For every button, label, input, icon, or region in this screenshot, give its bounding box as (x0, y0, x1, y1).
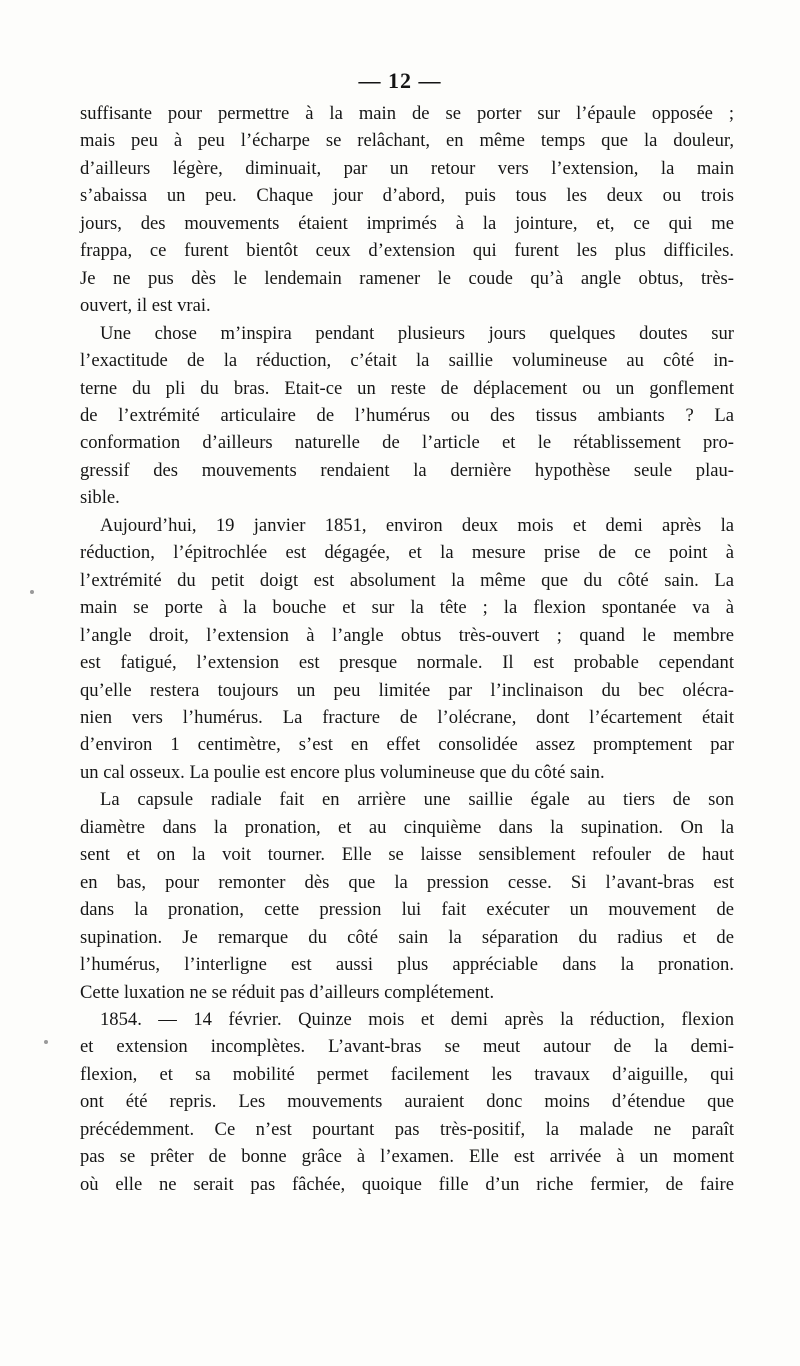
text-line: diamètre dans la pronation, et au cinquième dans la supination. On la (80, 816, 734, 838)
print-speck (30, 590, 34, 594)
text-line: Je ne pus dès le lendemain ramener le coude qu’à angle obtus, très- (80, 267, 734, 289)
text-line: sent et on la voit tourner. Elle se laisse sensiblement refouler de haut (80, 844, 734, 866)
print-speck (44, 1040, 48, 1044)
paragraph (80, 1006, 734, 1198)
text-line: un cal osseux. La poulie est encore plus volumineuse que du côté sain. (80, 761, 605, 783)
text-line: l’angle droit, l’extension à l’angle obtus très-ouvert ; quand le membre (80, 624, 734, 646)
text-line: gressif des mouvements rendaient la dernière hypothèse seule plau- (80, 459, 734, 481)
text-line: conformation d’ailleurs naturelle de l’article et le rétablissement pro- (80, 432, 734, 454)
text-line: ont été repris. Les mouvements auraient donc moins d’étendue que (80, 1091, 734, 1113)
text-line: s’abaissa un peu. Chaque jour d’abord, puis tous les deux ou trois (80, 185, 734, 207)
text-line: dans la pronation, cette pression lui fait exécuter un mouvement de (80, 899, 734, 921)
text-line: 1854. — 14 février. Quinze mois et demi après la réduction, flexion (100, 1008, 734, 1030)
body-text (80, 100, 734, 1198)
text-line: pas se prêter de bonne grâce à l’examen. Elle est arrivée à un moment (80, 1146, 734, 1168)
text-line: Une chose m’inspira pendant plusieurs jours quelques doutes sur (100, 322, 734, 344)
page-number: — 12 — (358, 68, 442, 93)
text-line: terne du pli du bras. Etait-ce un reste de déplacement ou un gonflement (80, 377, 734, 399)
text-line: précédemment. Ce n’est pourtant pas très-positif, la malade ne paraît (80, 1118, 734, 1140)
text-line: Cette luxation ne se réduit pas d’ailleurs complétement. (80, 981, 495, 1003)
text-line: nien vers l’humérus. La fracture de l’olécrane, dont l’écartement était (80, 706, 734, 728)
text-line: et extension incomplètes. L’avant-bras se meut autour de la demi- (80, 1036, 734, 1058)
text-line: d’ailleurs légère, diminuait, par un retour vers l’extension, la main (80, 157, 734, 179)
text-line: jours, des mouvements étaient imprimés à la jointure, et, ce qui me (80, 212, 734, 234)
text-line: en bas, pour remonter dès que la pression cesse. Si l’avant-bras est (80, 871, 734, 893)
text-line: La capsule radiale fait en arrière une saillie égale au tiers de son (100, 789, 734, 811)
text-line: l’humérus, l’interligne est aussi plus appréciable dans la pronation. (80, 954, 734, 976)
text-line: où elle ne serait pas fâchée, quoique fille d’un riche fermier, de faire (80, 1173, 734, 1195)
text-line: ouvert, il est vrai. (80, 295, 211, 317)
paragraph (80, 320, 734, 512)
paragraph (80, 100, 734, 320)
text-line: flexion, et sa mobilité permet facilement les travaux d’aiguille, qui (80, 1063, 734, 1085)
text-line: l’extrémité du petit doigt est absolument la même que du côté sain. La (80, 569, 734, 591)
text-line: Aujourd’hui, 19 janvier 1851, environ deux mois et demi après la (100, 514, 734, 536)
text-line: main se porte à la bouche et sur la tête ; la flexion spontanée va à (80, 597, 734, 619)
text-line: sible. (80, 487, 120, 509)
text-line: frappa, ce furent bientôt ceux d’extension qui furent les plus difficiles. (80, 240, 734, 262)
text-line: qu’elle restera toujours un peu limitée par l’inclinaison du bec olécra- (80, 679, 734, 701)
paragraph (80, 512, 734, 787)
text-line: mais peu à peu l’écharpe se relâchant, en même temps que la douleur, (80, 130, 734, 152)
text-line: supination. Je remarque du côté sain la séparation du radius et de (80, 926, 734, 948)
text-line: suffisante pour permettre à la main de se porter sur l’épaule opposée ; (80, 103, 734, 124)
text-line: réduction, l’épitrochlée est dégagée, et la mesure prise de ce point à (80, 542, 734, 564)
text-line: de l’extrémité articulaire de l’humérus ou des tissus ambiants ? La (80, 404, 734, 426)
text-line: d’environ 1 centimètre, s’est en effet consolidée assez promptement par (80, 734, 734, 756)
paragraph (80, 786, 734, 1006)
text-line: est fatigué, l’extension est presque normale. Il est probable cependant (80, 652, 734, 674)
text-line: l’exactitude de la réduction, c’était la saillie volumineuse au côté in- (80, 350, 734, 372)
